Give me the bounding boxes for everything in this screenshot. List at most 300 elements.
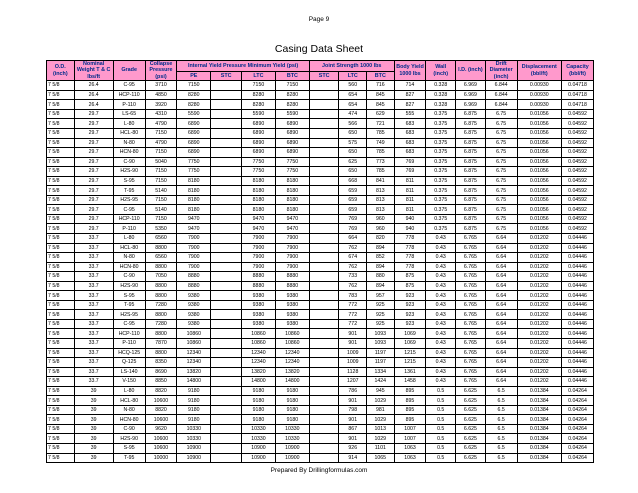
cell-drift: 6.64 [485, 358, 517, 368]
cell-grade: C-95 [113, 205, 145, 215]
cell-wall: 0.43 [426, 253, 456, 263]
cell-drift: 6.5 [485, 453, 517, 463]
cell-joint-btc: 813 [367, 205, 395, 215]
cell-joint-ltc: 1009 [339, 348, 367, 358]
cell-yield-pe: 9380 [177, 300, 211, 310]
cell-grade: N-80 [113, 138, 145, 148]
cell-wall: 0.43 [426, 329, 456, 339]
table-row [47, 348, 594, 358]
cell-weight: 29.7 [74, 214, 113, 224]
cell-od: 7 5/8 [47, 90, 75, 100]
cell-joint-stc [309, 281, 339, 291]
cell-joint-ltc: 733 [339, 272, 367, 282]
cell-id: 6.765 [456, 243, 486, 253]
cell-yield-stc [211, 329, 242, 339]
cell-id: 6.765 [456, 272, 486, 282]
cell-collapse: 10600 [145, 415, 177, 425]
cell-weight: 26.4 [74, 90, 113, 100]
cell-yield-ltc: 9180 [242, 386, 276, 396]
cell-weight: 29.7 [74, 186, 113, 196]
cell-joint-ltc: 901 [339, 415, 367, 425]
cell-body-yield: 940 [394, 224, 426, 234]
cell-yield-stc [211, 453, 242, 463]
cell-drift: 6.64 [485, 319, 517, 329]
cell-joint-stc [309, 444, 339, 454]
cell-grade: L-80 [113, 233, 145, 243]
cell-yield-pe: 9180 [177, 415, 211, 425]
cell-joint-ltc: 1128 [339, 367, 367, 377]
cell-body-yield: 1063 [394, 444, 426, 454]
cell-capacity: 0.04446 [562, 329, 594, 339]
cell-yield-pe: 8880 [177, 272, 211, 282]
cell-body-yield: 1458 [394, 377, 426, 387]
cell-drift: 6.75 [485, 119, 517, 129]
cell-grade: T-95 [113, 300, 145, 310]
cell-joint-btc: 1065 [367, 453, 395, 463]
cell-wall: 0.43 [426, 319, 456, 329]
cell-yield-pe: 12340 [177, 358, 211, 368]
cell-yield-pe: 8280 [177, 90, 211, 100]
cell-joint-ltc: 659 [339, 195, 367, 205]
cell-capacity: 0.04446 [562, 377, 594, 387]
cell-yield-stc [211, 377, 242, 387]
cell-grade: V-150 [113, 377, 145, 387]
cell-capacity: 0.04264 [562, 415, 594, 425]
cell-joint-stc [309, 167, 339, 177]
cell-weight: 33.7 [74, 358, 113, 368]
cell-yield-btc: 6890 [275, 128, 309, 138]
cell-yield-stc [211, 310, 242, 320]
cell-displacement: 0.00930 [517, 100, 562, 110]
cell-id: 6.625 [456, 424, 486, 434]
cell-id: 6.875 [456, 138, 486, 148]
cell-drift: 6.844 [485, 81, 517, 91]
cell-grade: HCP-110 [113, 90, 145, 100]
table-row [47, 405, 594, 415]
cell-weight: 29.7 [74, 119, 113, 129]
cell-collapse: 4310 [145, 109, 177, 119]
table-row [47, 224, 594, 234]
subheader-yield-stc: STC [211, 71, 242, 80]
cell-body-yield: 940 [394, 214, 426, 224]
cell-wall: 0.328 [426, 81, 456, 91]
header-od: O.D. (inch) [47, 61, 75, 81]
cell-yield-stc [211, 358, 242, 368]
cell-drift: 6.5 [485, 415, 517, 425]
cell-joint-stc [309, 434, 339, 444]
cell-yield-ltc: 7900 [242, 233, 276, 243]
cell-wall: 0.5 [426, 434, 456, 444]
cell-capacity: 0.04592 [562, 224, 594, 234]
cell-joint-btc: 1101 [367, 444, 395, 454]
cell-yield-btc: 8280 [275, 90, 309, 100]
header-internal-yield-group: Internal Yield Pressure Minimum Yield (psi) [177, 61, 309, 72]
cell-yield-ltc: 7900 [242, 253, 276, 263]
cell-id: 6.765 [456, 281, 486, 291]
cell-yield-ltc: 6890 [242, 138, 276, 148]
cell-weight: 29.7 [74, 176, 113, 186]
cell-yield-stc [211, 186, 242, 196]
cell-yield-ltc: 8880 [242, 281, 276, 291]
cell-body-yield: 1069 [394, 338, 426, 348]
cell-grade: N-80 [113, 253, 145, 263]
cell-grade: C-90 [113, 157, 145, 167]
cell-yield-btc: 8180 [275, 195, 309, 205]
cell-id: 6.765 [456, 262, 486, 272]
cell-wall: 0.375 [426, 138, 456, 148]
cell-joint-stc [309, 148, 339, 158]
table-row [47, 291, 594, 301]
header-nominal-weight: Nominal Weight T & C lbs/ft [74, 61, 113, 81]
cell-joint-stc [309, 377, 339, 387]
cell-yield-btc: 8880 [275, 281, 309, 291]
cell-id: 6.969 [456, 90, 486, 100]
cell-yield-pe: 10330 [177, 424, 211, 434]
cell-od: 7 5/8 [47, 272, 75, 282]
cell-weight: 39 [74, 386, 113, 396]
cell-displacement: 0.01056 [517, 186, 562, 196]
cell-joint-ltc: 867 [339, 424, 367, 434]
cell-displacement: 0.01056 [517, 157, 562, 167]
cell-wall: 0.5 [426, 415, 456, 425]
cell-wall: 0.375 [426, 195, 456, 205]
cell-joint-btc: 841 [367, 176, 395, 186]
cell-grade: HCL-80 [113, 396, 145, 406]
cell-yield-pe: 7900 [177, 262, 211, 272]
cell-joint-stc [309, 81, 339, 91]
cell-weight: 29.7 [74, 148, 113, 158]
cell-weight: 29.7 [74, 128, 113, 138]
cell-joint-stc [309, 424, 339, 434]
cell-collapse: 4790 [145, 138, 177, 148]
cell-joint-btc: 785 [367, 148, 395, 158]
cell-capacity: 0.04592 [562, 214, 594, 224]
cell-capacity: 0.04592 [562, 195, 594, 205]
cell-yield-stc [211, 405, 242, 415]
cell-od: 7 5/8 [47, 377, 75, 387]
cell-joint-ltc: 659 [339, 205, 367, 215]
cell-joint-ltc: 762 [339, 243, 367, 253]
cell-id: 6.875 [456, 176, 486, 186]
cell-joint-ltc: 786 [339, 386, 367, 396]
cell-collapse: 4790 [145, 119, 177, 129]
cell-yield-ltc: 8280 [242, 100, 276, 110]
cell-drift: 6.64 [485, 367, 517, 377]
cell-yield-ltc: 10900 [242, 453, 276, 463]
cell-drift: 6.5 [485, 386, 517, 396]
cell-capacity: 0.04718 [562, 100, 594, 110]
cell-grade: L-80 [113, 386, 145, 396]
cell-wall: 0.43 [426, 358, 456, 368]
cell-od: 7 5/8 [47, 138, 75, 148]
cell-weight: 33.7 [74, 367, 113, 377]
cell-yield-stc [211, 319, 242, 329]
cell-collapse: 8800 [145, 310, 177, 320]
cell-yield-ltc: 10860 [242, 329, 276, 339]
cell-grade: LS-65 [113, 109, 145, 119]
cell-body-yield: 683 [394, 119, 426, 129]
cell-yield-btc: 7900 [275, 262, 309, 272]
cell-wall: 0.43 [426, 272, 456, 282]
cell-yield-ltc: 9180 [242, 415, 276, 425]
cell-joint-ltc: 566 [339, 119, 367, 129]
cell-collapse: 10600 [145, 434, 177, 444]
cell-displacement: 0.01202 [517, 243, 562, 253]
cell-grade: C-90 [113, 272, 145, 282]
cell-joint-stc [309, 338, 339, 348]
cell-yield-ltc: 10860 [242, 338, 276, 348]
cell-grade: HCQ-125 [113, 348, 145, 358]
cell-yield-stc [211, 262, 242, 272]
cell-capacity: 0.04718 [562, 81, 594, 91]
table-row [47, 148, 594, 158]
subheader-yield-pe: PE [177, 71, 211, 80]
header-wall: Wall (inch) [426, 61, 456, 81]
cell-yield-ltc: 8180 [242, 195, 276, 205]
cell-collapse: 7050 [145, 272, 177, 282]
header-collapse-pressure: Collapse Pressure (psi) [145, 61, 177, 81]
table-row [47, 386, 594, 396]
cell-joint-stc [309, 253, 339, 263]
cell-grade: C-95 [113, 81, 145, 91]
cell-grade: N-80 [113, 405, 145, 415]
cell-wall: 0.5 [426, 396, 456, 406]
cell-wall: 0.43 [426, 377, 456, 387]
cell-joint-btc: 813 [367, 195, 395, 205]
table-row [47, 358, 594, 368]
cell-yield-stc [211, 195, 242, 205]
cell-grade: P-110 [113, 100, 145, 110]
cell-yield-pe: 10900 [177, 453, 211, 463]
cell-displacement: 0.01202 [517, 358, 562, 368]
cell-od: 7 5/8 [47, 128, 75, 138]
cell-drift: 6.5 [485, 405, 517, 415]
cell-collapse: 7280 [145, 300, 177, 310]
cell-body-yield: 895 [394, 405, 426, 415]
cell-displacement: 0.01202 [517, 367, 562, 377]
cell-capacity: 0.04592 [562, 157, 594, 167]
cell-drift: 6.75 [485, 176, 517, 186]
cell-capacity: 0.04446 [562, 281, 594, 291]
cell-joint-stc [309, 396, 339, 406]
header-row-top [47, 61, 594, 72]
cell-joint-btc: 1093 [367, 338, 395, 348]
cell-joint-btc: 880 [367, 272, 395, 282]
cell-yield-btc: 7750 [275, 167, 309, 177]
cell-joint-ltc: 901 [339, 396, 367, 406]
cell-id: 6.875 [456, 157, 486, 167]
cell-joint-stc [309, 195, 339, 205]
cell-grade: H2S-95 [113, 310, 145, 320]
cell-yield-pe: 6890 [177, 128, 211, 138]
cell-joint-stc [309, 157, 339, 167]
cell-yield-stc [211, 214, 242, 224]
cell-body-yield: 827 [394, 100, 426, 110]
cell-od: 7 5/8 [47, 424, 75, 434]
cell-yield-pe: 10860 [177, 338, 211, 348]
cell-id: 6.765 [456, 348, 486, 358]
cell-yield-ltc: 7750 [242, 157, 276, 167]
cell-yield-stc [211, 100, 242, 110]
cell-drift: 6.64 [485, 243, 517, 253]
cell-collapse: 8350 [145, 358, 177, 368]
header-capacity: Capacity (bbl/ft) [562, 61, 594, 81]
table-row [47, 119, 594, 129]
cell-weight: 29.7 [74, 138, 113, 148]
cell-od: 7 5/8 [47, 319, 75, 329]
cell-od: 7 5/8 [47, 415, 75, 425]
cell-displacement: 0.01056 [517, 119, 562, 129]
cell-id: 6.875 [456, 186, 486, 196]
cell-drift: 6.5 [485, 434, 517, 444]
cell-wall: 0.375 [426, 186, 456, 196]
cell-drift: 6.75 [485, 138, 517, 148]
cell-joint-btc: 894 [367, 262, 395, 272]
cell-joint-stc [309, 386, 339, 396]
cell-yield-pe: 7900 [177, 243, 211, 253]
cell-joint-ltc: 772 [339, 300, 367, 310]
cell-weight: 33.7 [74, 291, 113, 301]
table-row [47, 300, 594, 310]
header-body-yield: Body Yield 1000 lbs [394, 61, 426, 81]
cell-displacement: 0.01384 [517, 434, 562, 444]
table-row [47, 233, 594, 243]
header-displacement: Displacement (bbl/ft) [517, 61, 562, 81]
cell-yield-btc: 7750 [275, 157, 309, 167]
cell-displacement: 0.01202 [517, 338, 562, 348]
cell-displacement: 0.01202 [517, 377, 562, 387]
cell-grade: Q-125 [113, 358, 145, 368]
cell-weight: 29.7 [74, 205, 113, 215]
cell-joint-ltc: 901 [339, 338, 367, 348]
cell-displacement: 0.01056 [517, 148, 562, 158]
cell-weight: 33.7 [74, 243, 113, 253]
cell-weight: 29.7 [74, 167, 113, 177]
subheader-joint-ltc: LTC [339, 71, 367, 80]
cell-body-yield: 778 [394, 253, 426, 263]
cell-joint-btc: 1093 [367, 329, 395, 339]
cell-yield-ltc: 9380 [242, 310, 276, 320]
cell-joint-ltc: 474 [339, 109, 367, 119]
cell-body-yield: 1007 [394, 434, 426, 444]
cell-displacement: 0.01384 [517, 453, 562, 463]
cell-collapse: 7150 [145, 128, 177, 138]
cell-capacity: 0.04592 [562, 138, 594, 148]
cell-od: 7 5/8 [47, 81, 75, 91]
subheader-joint-stc: STC [309, 71, 339, 80]
cell-joint-stc [309, 415, 339, 425]
cell-joint-stc [309, 243, 339, 253]
cell-joint-stc [309, 233, 339, 243]
cell-yield-btc: 14800 [275, 377, 309, 387]
cell-grade: HCN-80 [113, 148, 145, 158]
cell-id: 6.875 [456, 109, 486, 119]
cell-yield-ltc: 6890 [242, 119, 276, 129]
cell-grade: HCP-110 [113, 214, 145, 224]
cell-body-yield: 1215 [394, 358, 426, 368]
cell-body-yield: 1361 [394, 367, 426, 377]
cell-displacement: 0.01056 [517, 128, 562, 138]
cell-weight: 33.7 [74, 338, 113, 348]
cell-body-yield: 1215 [394, 348, 426, 358]
cell-weight: 26.4 [74, 81, 113, 91]
cell-body-yield: 714 [394, 81, 426, 91]
cell-grade: HCN-80 [113, 262, 145, 272]
cell-displacement: 0.01202 [517, 348, 562, 358]
cell-yield-pe: 9180 [177, 386, 211, 396]
cell-yield-pe: 5590 [177, 109, 211, 119]
cell-yield-stc [211, 128, 242, 138]
cell-joint-btc: 925 [367, 319, 395, 329]
cell-capacity: 0.04264 [562, 424, 594, 434]
cell-yield-stc [211, 444, 242, 454]
cell-od: 7 5/8 [47, 396, 75, 406]
table-row [47, 377, 594, 387]
cell-displacement: 0.01384 [517, 424, 562, 434]
cell-yield-btc: 12340 [275, 348, 309, 358]
cell-wall: 0.375 [426, 214, 456, 224]
cell-capacity: 0.04264 [562, 453, 594, 463]
cell-joint-ltc: 769 [339, 214, 367, 224]
cell-capacity: 0.04264 [562, 386, 594, 396]
cell-displacement: 0.01056 [517, 176, 562, 186]
cell-yield-btc: 8180 [275, 176, 309, 186]
cell-wall: 0.375 [426, 157, 456, 167]
cell-capacity: 0.04264 [562, 434, 594, 444]
cell-od: 7 5/8 [47, 195, 75, 205]
cell-joint-ltc: 772 [339, 310, 367, 320]
cell-joint-stc [309, 128, 339, 138]
cell-yield-ltc: 9380 [242, 319, 276, 329]
cell-yield-pe: 7750 [177, 167, 211, 177]
cell-yield-btc: 9180 [275, 415, 309, 425]
cell-drift: 6.75 [485, 109, 517, 119]
cell-yield-stc [211, 386, 242, 396]
cell-yield-ltc: 8180 [242, 176, 276, 186]
cell-weight: 33.7 [74, 233, 113, 243]
cell-joint-btc: 749 [367, 138, 395, 148]
cell-yield-stc [211, 148, 242, 158]
cell-displacement: 0.01056 [517, 195, 562, 205]
cell-yield-stc [211, 300, 242, 310]
cell-body-yield: 895 [394, 396, 426, 406]
cell-joint-stc [309, 214, 339, 224]
cell-body-yield: 769 [394, 167, 426, 177]
cell-wall: 0.43 [426, 233, 456, 243]
cell-yield-btc: 10330 [275, 424, 309, 434]
cell-yield-btc: 9470 [275, 224, 309, 234]
cell-body-yield: 683 [394, 148, 426, 158]
cell-grade: HCP-110 [113, 329, 145, 339]
cell-yield-btc: 10900 [275, 444, 309, 454]
cell-yield-btc: 9180 [275, 396, 309, 406]
cell-od: 7 5/8 [47, 348, 75, 358]
cell-yield-btc: 10860 [275, 338, 309, 348]
cell-joint-stc [309, 100, 339, 110]
cell-yield-pe: 7900 [177, 253, 211, 263]
cell-joint-ltc: 654 [339, 100, 367, 110]
cell-drift: 6.5 [485, 396, 517, 406]
table-row [47, 90, 594, 100]
table-body [47, 81, 594, 463]
table-row [47, 396, 594, 406]
table-row [47, 319, 594, 329]
cell-yield-stc [211, 281, 242, 291]
cell-joint-btc: 1197 [367, 348, 395, 358]
cell-collapse: 4850 [145, 90, 177, 100]
cell-wall: 0.328 [426, 100, 456, 110]
cell-wall: 0.43 [426, 291, 456, 301]
